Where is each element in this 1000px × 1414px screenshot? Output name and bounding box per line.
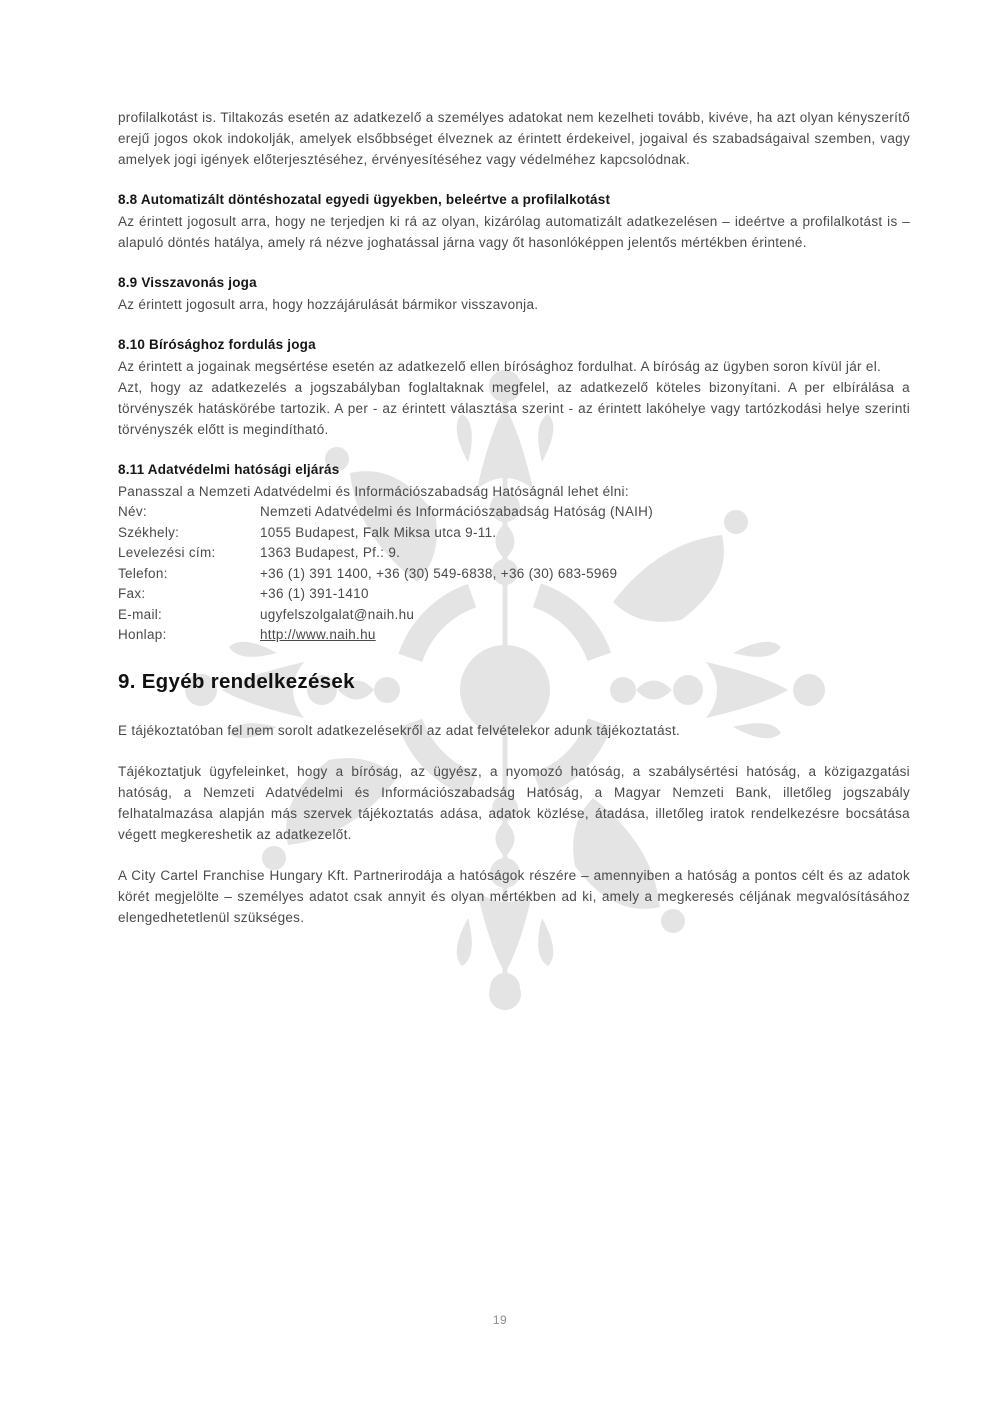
contact-row-name — [118, 502, 910, 523]
contact-label: Név: — [118, 504, 147, 519]
section-heading-8-8: 8.8 Automatizált döntéshozatal egyedi ügyekben, beleértve a profilalkotást — [118, 192, 611, 207]
contact-label: Telefon: — [118, 565, 168, 581]
contact-value: Nemzeti Adatvédelmi és Információszabadság Hatóság (NAIH) — [260, 504, 654, 519]
contact-row-email — [118, 605, 910, 626]
section-8-10-paragraph-2: Azt, hogy az adatkezelés a jogszabályban foglaltaknak megfelel, az adatkezelő köteles bizonyítani. A per elbírálása a törvényszék hatáskörébe tartozik. A per - az érintett választása szerint - az érintett lakóhelye vagy tartózkodási helye szerinti törvényszék előtt is megindítható. — [118, 380, 910, 437]
contact-label: E-mail: — [118, 606, 163, 622]
contact-label: Székhely: — [118, 524, 180, 540]
section-heading-8-9: 8.9 Visszavonás joga — [118, 275, 257, 290]
page-number: 19 — [492, 1313, 508, 1327]
section-9-paragraph-3: A City Cartel Franchise Hungary Kft. Partnerirodája a hatóságok részére – amennyiben a hatóság a pontos célt és az adatok körét megjelölte – személyes adatot csak annyit és olyan mértékben ad ki, amely a megkeresés céljának megvalósításához elengedhetetlenül szükséges. — [118, 867, 910, 925]
contact-label: Fax: — [118, 586, 146, 601]
section-8-10-paragraph-1: Az érintett a jogainak megsértése esetén az adatkezelő ellen bírósághoz fordulhat. A bíróság az ügyben soron kívül jár el. — [118, 359, 882, 374]
contact-value: ugyfelszolgalat@naih.hu — [260, 606, 415, 622]
contact-label: Levelezési cím: — [118, 545, 216, 560]
contact-label: Honlap: — [118, 627, 167, 642]
page-content — [118, 107, 910, 948]
section-9-paragraph-1: E tájékoztatóban fel nem sorolt adatkezelésekről az adat felvételekor adunk tájékoztatást. — [118, 722, 681, 738]
contact-value: 1055 Budapest, Falk Miksa utca 9-11. — [260, 524, 497, 540]
section-heading-9: 9. Egyéb rendelkezések — [118, 669, 355, 693]
naih-website-link[interactable]: http://www.naih.hu — [260, 627, 376, 642]
contact-row-address — [118, 523, 910, 544]
contact-value: +36 (1) 391-1410 — [260, 586, 369, 601]
contact-row-mailing-address — [118, 543, 910, 564]
contact-row-fax — [118, 584, 910, 605]
contact-value: +36 (1) 391 1400, +36 (30) 549-6838, +36 (30) 683-5969 — [260, 565, 618, 581]
section-heading-8-10: 8.10 Bírósághoz fordulás joga — [118, 337, 316, 352]
section-8-11-paragraph: Panasszal a Nemzeti Adatvédelmi és Információszabadság Hatóságnál lehet élni: — [118, 484, 629, 499]
section-8-8-paragraph: Az érintett jogosult arra, hogy ne terjedjen ki rá az olyan, kizárólag automatizált adatkezelésen – ideértve a profilalkotást is – alapuló döntés hatálya, amely rá nézve joghatással járna vagy őt hasonlóképpen jelentős mértékben érintené. — [118, 214, 910, 250]
contact-row-website — [118, 625, 910, 646]
intro-paragraph: profilalkotást is. Tiltakozás esetén az adatkezelő a személyes adatokat nem kezelheti tovább, kivéve, ha azt olyan kényszerítő erejű jogos okok indokolják, amelyek elsőbbséget élveznek az érintett érdekeivel, jogaival és szabadságaival szemben, vagy amelyek jogi igények előterjesztéséhez, érvényesítéséhez vagy védelméhez kapcsolódnak. — [118, 110, 910, 167]
section-9-paragraph-2: Tájékoztatjuk ügyfeleinket, hogy a bíróság, az ügyész, a nyomozó hatóság, a szabálysértési hatóság, a közigazgatási hatóság, a Nemzeti Adatvédelmi és Információszabadság Hatóság, a Magyar Nemzeti Bank, illetőleg jogszabály felhatalmazása alapján más szervek tájékoztatás adása, adatok közlése, átadása, illetőleg iratok rendelkezésre bocsátása végett megkereshetik az adatkezelőt. — [118, 763, 910, 842]
contact-value: 1363 Budapest, Pf.: 9. — [260, 545, 401, 560]
section-heading-8-11: 8.11 Adatvédelmi hatósági eljárás — [118, 462, 340, 477]
section-8-9-paragraph: Az érintett jogosult arra, hogy hozzájárulását bármikor visszavonja. — [118, 297, 539, 312]
contact-row-phone — [118, 564, 910, 585]
authority-contact-list — [118, 502, 910, 646]
